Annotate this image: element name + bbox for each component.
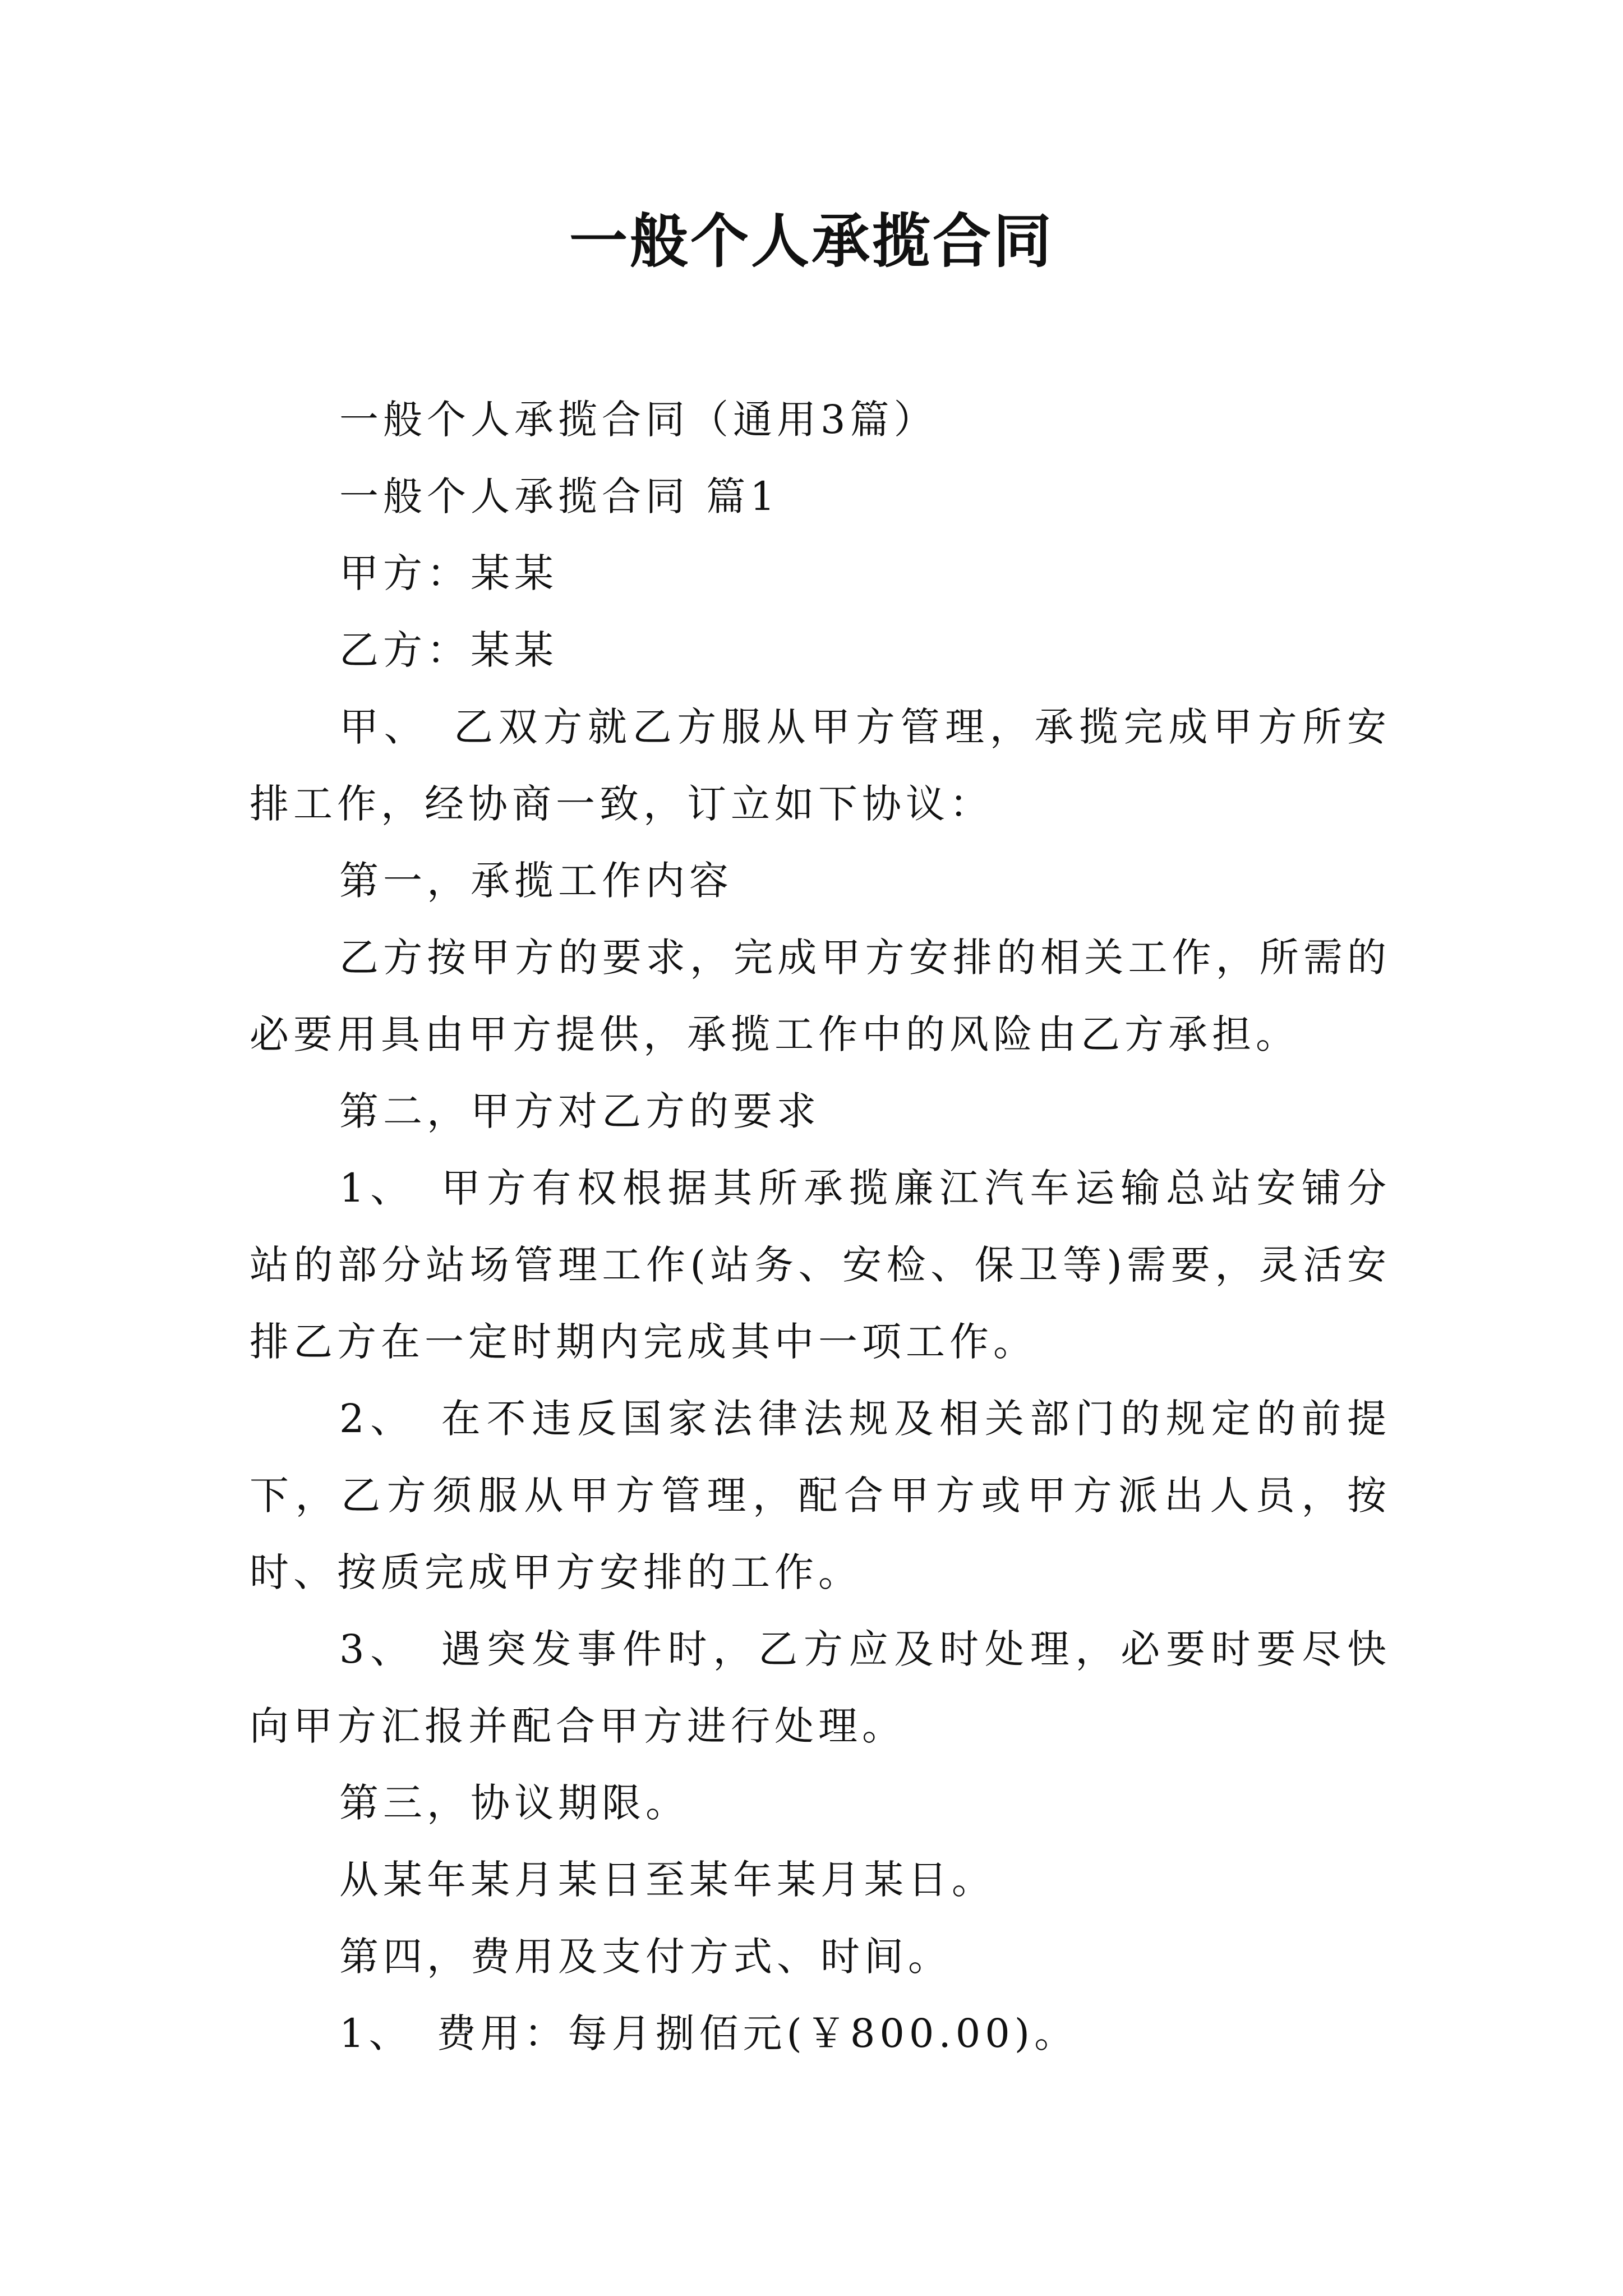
document-subtitle: 一般个人承揽合同（通用3篇）: [339, 397, 938, 443]
clause-paragraph: 2、 在不违反国家法律法规及相关部门的规定的前提下，乙方须服从甲方管理，配合甲方或甲方派出人员，按时、按质完成甲方安排的工作。: [250, 1396, 1391, 1595]
section-heading: 一般个人承揽合同 篇1: [339, 473, 780, 519]
clause-paragraph: 1、 费用：每月捌佰元(￥800.00)。: [339, 2010, 1078, 2056]
preamble-paragraph: 甲、 乙双方就乙方服从甲方管理，承揽完成甲方所安排工作，经协商一致，订立如下协议：: [250, 704, 1391, 827]
article-heading: 第三，协议期限。: [339, 1780, 689, 1826]
party-a-line: 甲方：某某: [339, 550, 558, 596]
clause-paragraph: 1、 甲方有权根据其所承揽廉江汽车运输总站安铺分站的部分站场管理工作(站务、安检、保卫等)需要，灵活安排乙方在一定时期内完成其中一项工作。: [250, 1165, 1391, 1365]
article-paragraph: 从某年某月某日至某年某月某日。: [339, 1857, 995, 1903]
article-heading: 第四，费用及支付方式、时间。: [339, 1934, 952, 1980]
document-body: [250, 381, 1391, 2072]
clause-paragraph: 3、 遇突发事件时，乙方应及时处理，必要时要尽快向甲方汇报并配合甲方进行处理。: [250, 1626, 1391, 1749]
party-b-line: 乙方：某某: [339, 627, 558, 673]
article-heading: 第一，承揽工作内容: [339, 858, 733, 904]
article-paragraph: 乙方按甲方的要求，完成甲方安排的相关工作，所需的必要用具由甲方提供，承揽工作中的风险由乙方承担。: [250, 935, 1391, 1057]
document-title: 一般个人承揽合同: [569, 206, 1054, 275]
article-heading: 第二，甲方对乙方的要求: [339, 1088, 820, 1134]
